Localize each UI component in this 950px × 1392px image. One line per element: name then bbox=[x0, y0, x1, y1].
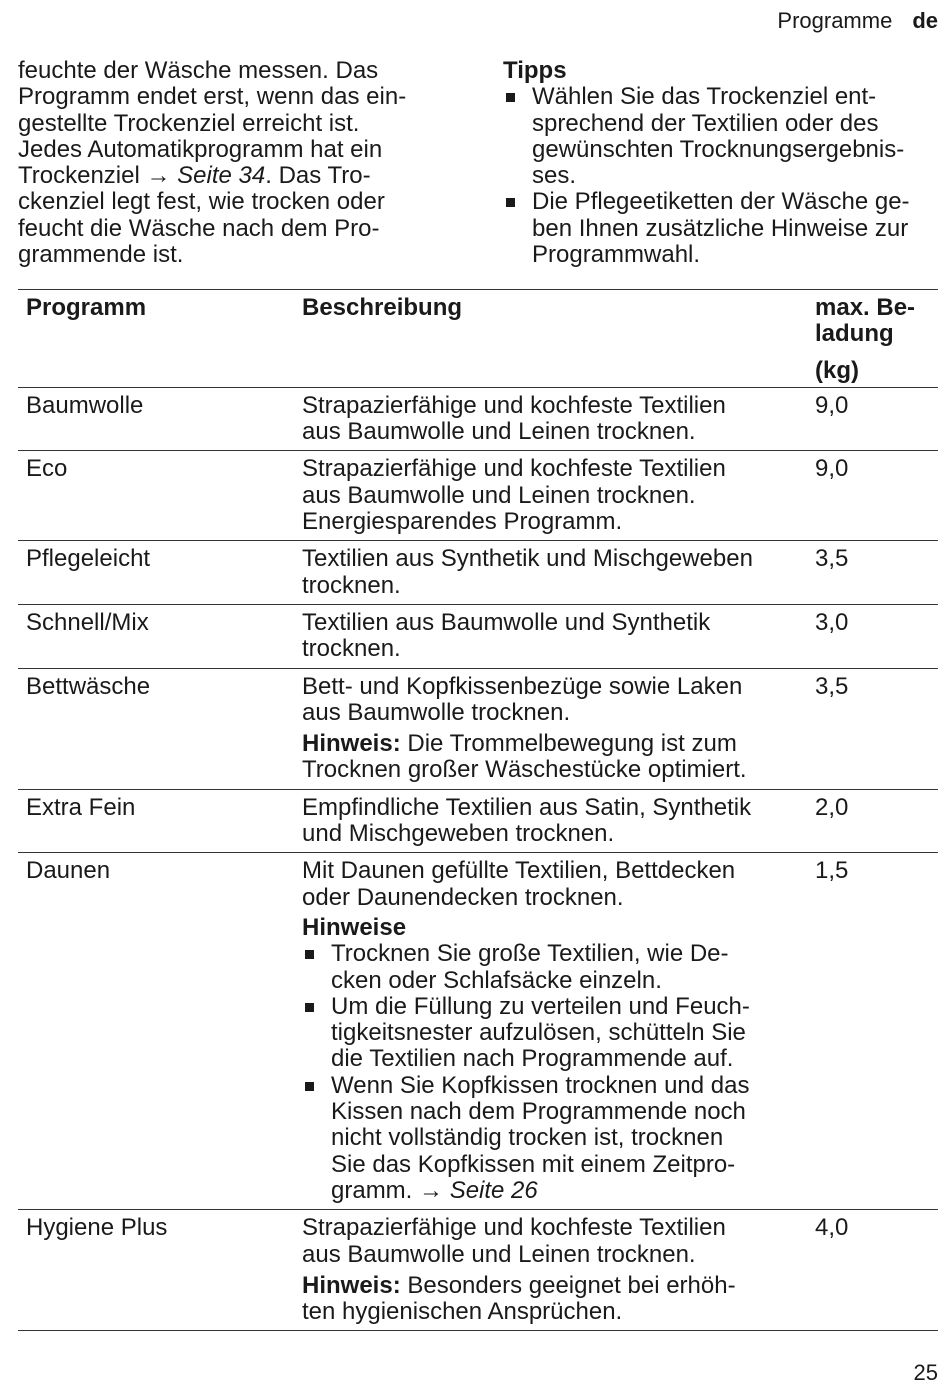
program-description bbox=[302, 789, 815, 853]
page-reference-link[interactable]: Seite 34 bbox=[177, 162, 266, 190]
tips-box bbox=[503, 58, 943, 268]
program-load: 9,0 bbox=[815, 455, 849, 483]
notes-item bbox=[302, 1073, 807, 1204]
program-name: Hygiene Plus bbox=[26, 1214, 168, 1242]
table-row bbox=[18, 451, 938, 541]
table-row bbox=[18, 604, 938, 668]
table-row bbox=[18, 387, 938, 451]
notes-title: Hinweise bbox=[302, 913, 407, 941]
language-tag: de bbox=[912, 8, 938, 33]
program-name: Baumwolle bbox=[26, 391, 144, 419]
notes-list bbox=[302, 941, 807, 1204]
description-text: Mit Daunen gefüllte Textilien, Bettdecken oder Daunendecken trocknen. bbox=[302, 857, 736, 911]
program-description bbox=[302, 387, 815, 451]
description-text: Strapazierfähige und kochfeste Textilien aus Baumwolle und Leinen trocknen. bbox=[302, 391, 726, 446]
description-text: Bett- und Kopfkissenbezüge sowie Laken aus Baumwolle trocknen. bbox=[302, 672, 743, 726]
program-load: 2,0 bbox=[815, 793, 849, 821]
header-program: Programm bbox=[26, 294, 147, 321]
program-name: Daunen bbox=[26, 857, 111, 885]
program-name: Eco bbox=[26, 455, 68, 483]
program-load: 3,5 bbox=[815, 545, 849, 573]
table-row bbox=[18, 789, 938, 853]
description-text: Textilien aus Baumwolle und Synthetik trocknen. bbox=[302, 608, 711, 663]
header-load-label: max. Be- ladung bbox=[815, 294, 916, 348]
program-name: Bettwäsche bbox=[26, 672, 151, 700]
program-table bbox=[18, 289, 938, 1331]
tips-item: Wählen Sie das Trockenziel ent- sprechend der Textilien oder des gewünschten Trocknungsergebnis- ses. bbox=[503, 84, 943, 189]
table-row bbox=[18, 1210, 938, 1331]
tips-item: Die Pflegeetiketten der Wäsche ge- ben Ihnen zusätzliche Hinweise zur Programmwahl. bbox=[503, 189, 943, 268]
description-text: Textilien aus Synthetik und Mischgeweben trocknen. bbox=[302, 545, 753, 599]
header-load bbox=[815, 290, 938, 388]
description-text: Empfindliche Textilien aus Satin, Synthetik und Mischgeweben trocknen. bbox=[302, 793, 752, 848]
intro-text-2: . Das Tro- ckenziel legt fest, wie trocken oder feucht die Wäsche nach dem Pro- grammende ist. bbox=[18, 162, 385, 269]
program-note bbox=[302, 731, 807, 784]
intro-text-1: feuchte der Wäsche messen. Das Programm endet erst, wenn das ein- gestellte Trockenziel erreicht ist. Jedes Automatikprogramm hat ein Trockenziel → bbox=[18, 57, 407, 190]
description-text: Strapazierfähige und kochfeste Textilien aus Baumwolle und Leinen trocknen. bbox=[302, 1214, 726, 1268]
program-load: 3,5 bbox=[815, 672, 849, 700]
note-text: Die Trommelbewegung ist zum Trocknen großer Wäschestücke optimiert. bbox=[302, 730, 747, 784]
program-description bbox=[302, 853, 815, 1210]
note-text: Besonders geeignet bei erhöh- ten hygienischen Ansprüchen. bbox=[302, 1271, 736, 1326]
note-label: Hinweis: bbox=[302, 730, 401, 758]
program-load: 4,0 bbox=[815, 1214, 849, 1242]
program-description bbox=[302, 451, 815, 541]
program-description bbox=[302, 541, 815, 605]
note-label: Hinweis: bbox=[302, 1271, 401, 1299]
program-description bbox=[302, 668, 815, 789]
program-name: Schnell/Mix bbox=[26, 608, 149, 636]
header-load-unit: (kg) bbox=[815, 356, 859, 384]
tips-title: Tipps bbox=[503, 57, 567, 84]
table-header-row bbox=[18, 290, 938, 388]
program-description bbox=[302, 1210, 815, 1331]
notes-item: Trocknen Sie große Textilien, wie De- cken oder Schlafsäcke einzeln. bbox=[302, 941, 807, 994]
program-load: 1,5 bbox=[815, 857, 849, 885]
tips-list bbox=[503, 84, 943, 268]
section-title: Programme bbox=[777, 8, 893, 33]
notes-item: Um die Füllung zu verteilen und Feuch- tigkeitsnester aufzulösen, schütteln Sie die Textilien nach Programmende auf. bbox=[302, 994, 807, 1073]
page-reference-link[interactable]: Seite 26 bbox=[449, 1176, 538, 1204]
program-name: Pflegeleicht bbox=[26, 545, 151, 573]
page-header bbox=[777, 8, 938, 34]
table-row bbox=[18, 668, 938, 789]
program-note bbox=[302, 1273, 807, 1326]
page-number: 25 bbox=[913, 1360, 938, 1385]
notes-item-text: Wenn Sie Kopfkissen trocknen und das Kissen nach dem Programmende noch nicht vollständig trocken ist, trocknen Sie das Kopfkissen mit einem Zeitpro- gramm. → bbox=[331, 1071, 750, 1204]
program-name: Extra Fein bbox=[26, 793, 136, 821]
intro-paragraph bbox=[18, 58, 458, 268]
program-description bbox=[302, 604, 815, 668]
table-row bbox=[18, 853, 938, 1210]
table-row bbox=[18, 541, 938, 605]
description-text: Strapazierfähige und kochfeste Textilien aus Baumwolle und Leinen trocknen. Energiesparendes Programm. bbox=[302, 455, 726, 536]
header-description: Beschreibung bbox=[302, 294, 463, 321]
program-load: 9,0 bbox=[815, 391, 849, 419]
program-load: 3,0 bbox=[815, 608, 849, 636]
